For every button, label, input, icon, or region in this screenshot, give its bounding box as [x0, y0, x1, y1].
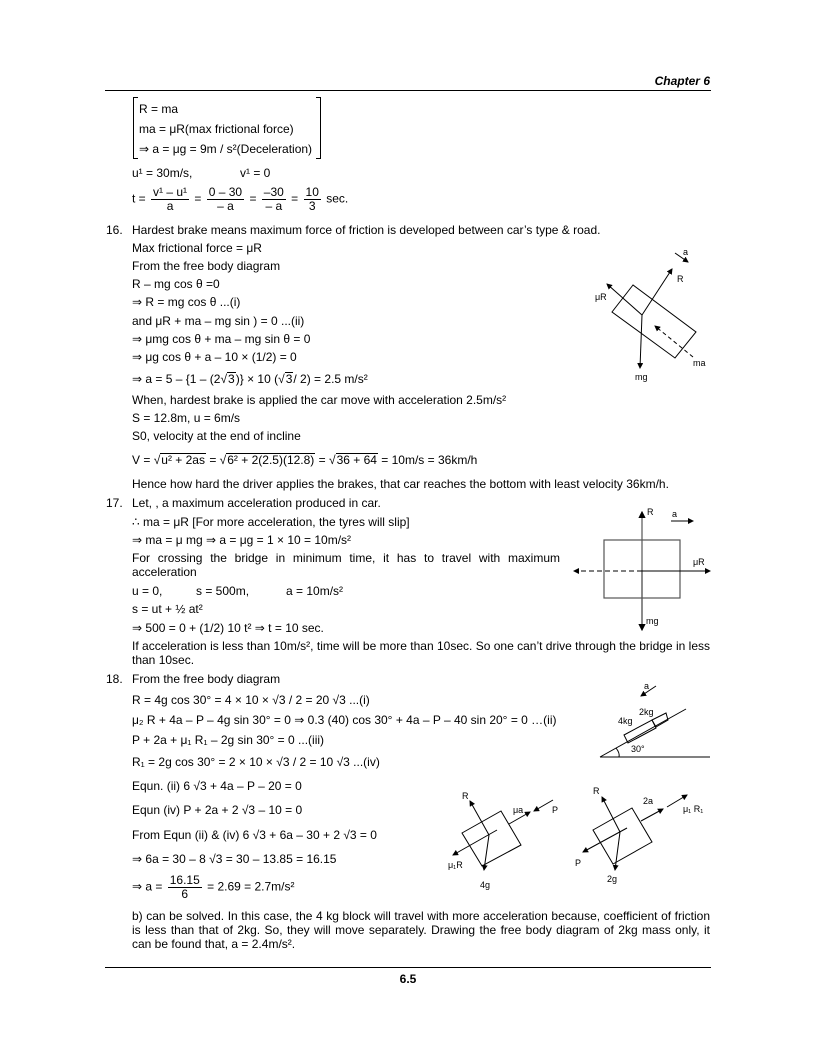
q16-line: Max frictional force = μR: [132, 241, 262, 255]
label-muR: μR: [693, 557, 705, 567]
sqrt-arg: 6² + 2(2.5)(12.8): [227, 453, 315, 467]
eq-line: R = ma: [139, 102, 179, 116]
sqrt-arg: u² + 2as: [161, 453, 205, 467]
label-R: R: [462, 791, 469, 801]
q16-line: ⇒ μmg cos θ + ma – mg sin θ = 0: [132, 332, 311, 346]
q18-accel-line: [132, 874, 295, 901]
numerator: 0 – 30: [208, 185, 243, 199]
label-R: R: [593, 786, 600, 796]
numerator: v¹ – u¹: [153, 185, 188, 199]
numerator: 10: [305, 185, 319, 199]
eq-text: / 2) = 2.5 m/s²: [293, 372, 368, 386]
q18-line: From Equn (ii) & (iv) 6 √3 + 6a – 30 + 2 √3 = 0: [132, 828, 377, 842]
sqrt-arg: 36 + 64: [336, 453, 377, 467]
label-a: a: [683, 247, 689, 257]
chapter-header: Chapter 6: [654, 74, 710, 88]
q17-line: ⇒ ma = μ mg ⇒ a = μg = 1 × 10 = 10m/s²: [132, 533, 352, 547]
eq-line: u¹ = 30m/s,: [132, 166, 193, 180]
label-4kg: 4kg: [618, 716, 633, 726]
q17-line: ∴ ma = μR [For more acceleration, the tyres will slip]: [132, 515, 410, 529]
question-number: 18.: [106, 672, 123, 686]
page-number: 6.5: [399, 972, 417, 986]
label-mg: mg: [635, 372, 648, 382]
q16-line: S = 12.8m, u = 6m/s: [132, 411, 241, 425]
eq-text: = 2.69 = 2.7m/s²: [207, 879, 295, 894]
label-mu1R: μ₁R: [448, 860, 463, 870]
eq-text: )} × 10 (: [235, 372, 279, 386]
label-mu-a: μa: [513, 805, 524, 815]
q16-line: S0, velocity at the end of incline: [132, 429, 301, 443]
label-muR: μR: [595, 292, 607, 302]
label-mg: mg: [646, 616, 659, 626]
q18-fbd-2kg: [575, 780, 720, 895]
denominator: 3: [308, 199, 316, 213]
q18-line: μ₂ R + 4a – P – 4g sin 30° = 0 ⇒ 0.3 (40) cos 30° + 4a – P – 40 sin 20° = 0 …(ii): [132, 713, 557, 727]
label-ma: ma: [693, 358, 706, 368]
q16-line: From the free body diagram: [132, 259, 281, 273]
eq-text: V =: [132, 453, 151, 467]
question-number: 17.: [106, 496, 123, 510]
eq-line: v¹ = 0: [240, 166, 271, 180]
denominator: a: [166, 199, 174, 213]
label-mu1R1: μ₁ R₁: [683, 804, 704, 814]
q17-given-s: s = 500m,: [196, 584, 250, 598]
label-2g: 2g: [607, 874, 618, 884]
q17-free-body-diagram: [565, 500, 720, 640]
q18-line: ⇒ 6a = 30 – 8 √3 = 30 – 13.85 = 16.15: [132, 852, 337, 866]
q17-given-a: a = 10m/s²: [286, 584, 344, 598]
time-equation: t = $\frac{\text{v¹ – u¹}}{a}$ = $\frac{0 - 30}{- a}$ = $\frac{-30}{- a}$ = $\frac{10}{3}$ sec.: [132, 185, 349, 213]
question-number: 16.: [106, 223, 123, 237]
q18-line: From the free body diagram: [132, 672, 281, 686]
numerator: 16.15: [169, 873, 200, 887]
label-2a: 2a: [643, 796, 654, 806]
q16-line: ⇒ R = mg cos θ ...(i): [132, 295, 241, 309]
label-4g: 4g: [480, 880, 491, 890]
footer-rule: [105, 967, 711, 968]
denominator: 6: [181, 887, 189, 901]
denominator: – a: [217, 199, 234, 213]
eq-line: ⇒ a = μg = 9m / s²(Deceleration): [139, 142, 313, 156]
label-R: R: [647, 507, 654, 517]
q18-line: P + 2a + μ₁ R₁ – 2g sin 30° = 0 ...(iii): [132, 733, 325, 747]
q16-line: R – mg cos θ =0: [132, 277, 220, 291]
q17-line: Let, , a maximum acceleration produced in car.: [132, 496, 381, 510]
eq-text: t =: [132, 191, 146, 206]
q18-line: Equn (iv) P + 2a + 2 √3 – 10 = 0: [132, 803, 303, 817]
q18-incline-diagram: [590, 675, 720, 765]
q18-line: R = 4g cos 30° = 4 × 10 × √3 / 2 = 20 √3 ...(i): [132, 693, 370, 707]
q18-line: Equn. (ii) 6 √3 + 4a – P – 20 = 0: [132, 779, 302, 793]
label-P: P: [552, 805, 559, 815]
eq-text: ⇒ a =: [132, 879, 163, 894]
q16-velocity-line: V = √u² + 2as = √6² + 2(2.5)(12.8) = √36 + 64 = 10m/s = 36km/h: [132, 453, 478, 467]
q17-given-u: u = 0,: [132, 584, 163, 598]
eq-text: ⇒ a = 5 – {1 – (2: [132, 372, 221, 386]
q18-part-b: b) can be solved. In this case, the 4 kg block will travel with more acceleration because, coefficient of friction is less than that of 2kg. So, they will move separately. Drawing the free body diagram of 2kg mass only, it can be found that, a = 2.4m/s².: [132, 909, 710, 951]
q16-line: Hardest brake means maximum force of friction is developed between car’s type & road.: [132, 223, 601, 237]
label-a: a: [644, 681, 650, 691]
label-2kg: 2kg: [639, 707, 654, 717]
q16-conclusion: Hence how hard the driver applies the brakes, that car reaches the bottom with least velocity 36km/h.: [132, 477, 669, 491]
q16-line: and μR + ma – mg sin ) = 0 ...(ii): [132, 314, 305, 328]
header-rule: [105, 90, 711, 91]
q16-line: ⇒ μg cos θ + a – 10 × (1/2) = 0: [132, 350, 297, 364]
q17-crossing: For crossing the bridge in minimum time, it has to travel with maximum acceleration: [132, 551, 560, 579]
eq-text: sec.: [326, 191, 349, 206]
label-a: a: [672, 509, 678, 519]
sqrt-arg: 3: [285, 372, 293, 386]
q18-fbd-4kg: [440, 780, 575, 895]
q16-accel-line: ⇒ a = 5 – {1 – (2√3)} × 10 (√3/ 2) = 2.5 m/s²: [132, 372, 368, 386]
label-R: R: [677, 274, 684, 284]
label-P: P: [575, 858, 582, 868]
denominator: – a: [265, 199, 283, 213]
numerator: –30: [263, 185, 284, 199]
q17-line: ⇒ 500 = 0 + (1/2) 10 t² ⇒ t = 10 sec.: [132, 621, 324, 635]
q17-line: s = ut + ½ at²: [132, 602, 203, 616]
q17-conclusion: If acceleration is less than 10m/s², time will be more than 10sec. So one can’t drive through the bridge in less than 10sec.: [132, 639, 710, 667]
q18-line: R₁ = 2g cos 30° = 2 × 10 × √3 / 2 = 10 √3 ...(iv): [132, 755, 380, 769]
label-angle: 30°: [631, 744, 645, 754]
sqrt-arg: 3: [228, 372, 235, 386]
eq-text: = 10m/s = 36km/h: [381, 453, 478, 467]
eq-line: ma = μR(max frictional force): [139, 122, 294, 136]
q16-free-body-diagram: [580, 240, 720, 390]
q16-line: When, hardest brake is applied the car move with acceleration 2.5m/s²: [132, 393, 507, 407]
